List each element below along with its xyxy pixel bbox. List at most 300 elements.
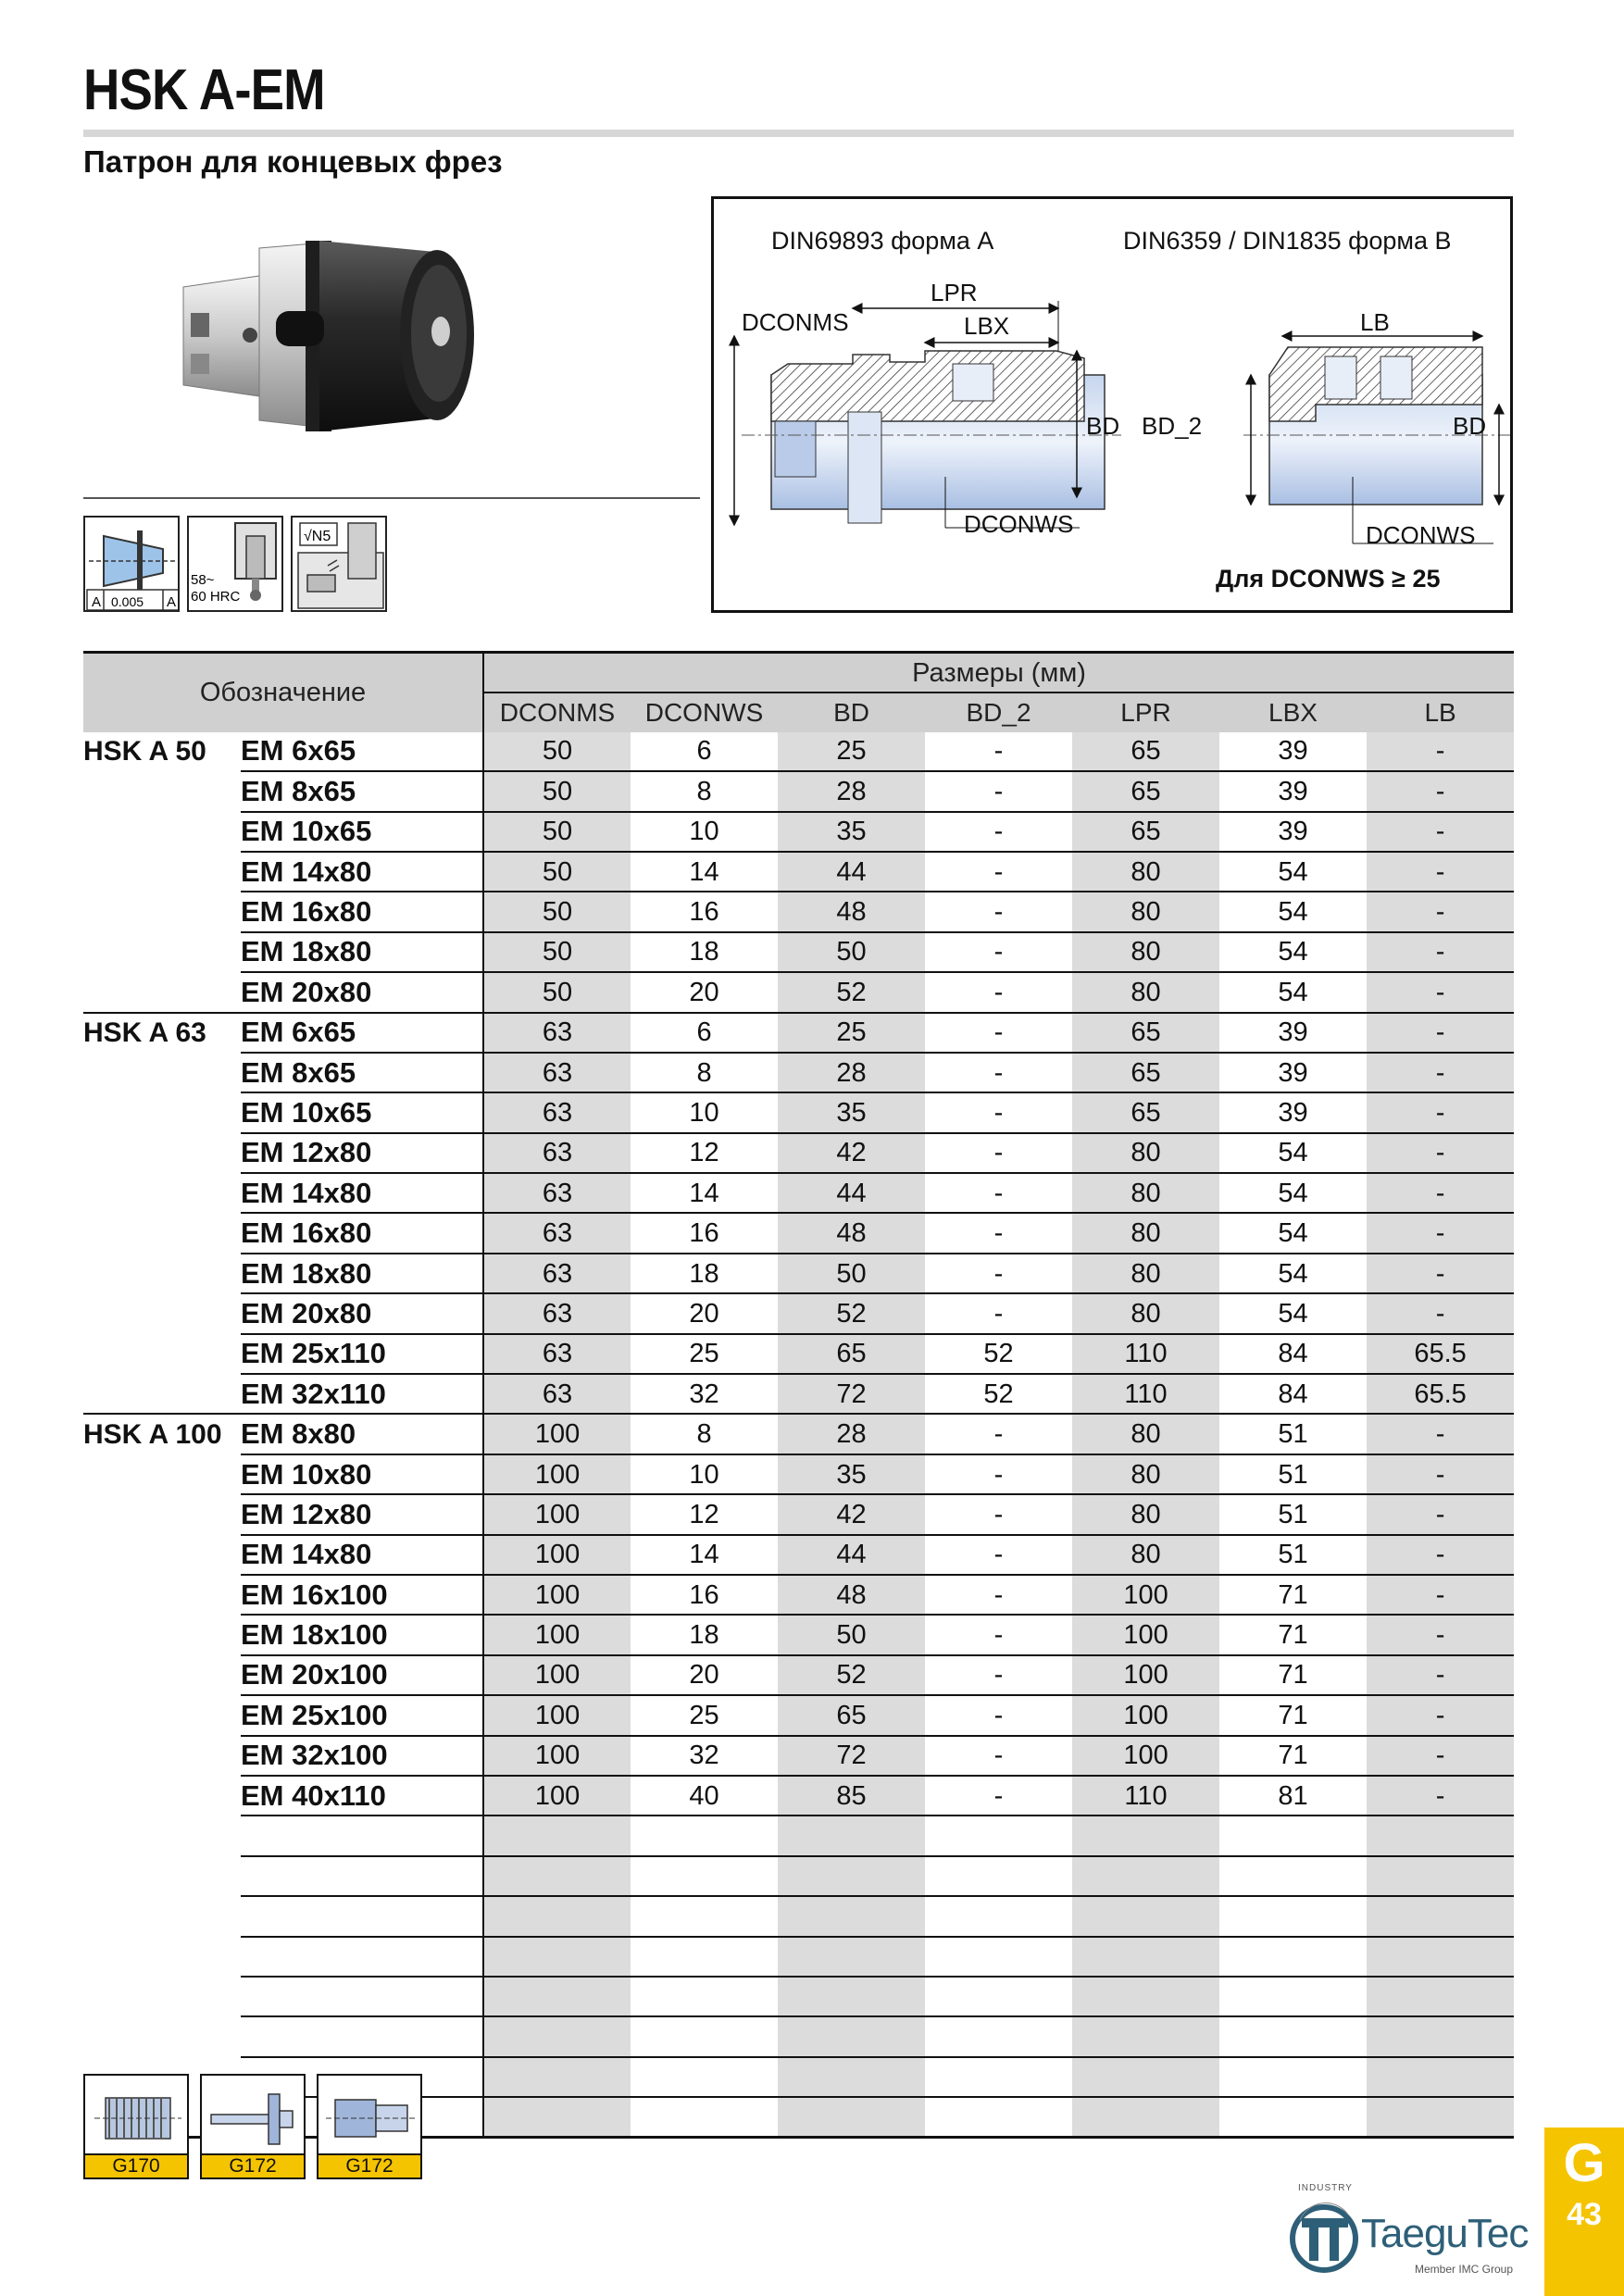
cell-bd2	[925, 1977, 1072, 2016]
diagram-caption-right: DIN6359 / DIN1835 форма B	[1123, 227, 1452, 255]
label-lb: LB	[1360, 308, 1390, 336]
label-dconws-left: DCONWS	[964, 510, 1074, 538]
row-group	[83, 1816, 241, 1855]
reference-page-label: G170	[85, 2153, 187, 2177]
cell-bd2: 52	[925, 1334, 1072, 1374]
row-designation: EM 14x80	[241, 1535, 483, 1575]
cell-dconms	[483, 2097, 631, 2138]
cell-lpr: 65	[1072, 771, 1219, 811]
cell-lb	[1367, 1977, 1514, 2016]
logo-tagline: Member IMC Group	[1415, 2263, 1514, 2276]
row-group	[83, 1736, 241, 1776]
cell-lpr: 80	[1072, 1414, 1219, 1454]
cell-bd: 85	[778, 1776, 925, 1816]
section-rule	[83, 497, 700, 499]
row-designation: EM 18x80	[241, 1254, 483, 1293]
row-group	[83, 1655, 241, 1695]
row-group	[83, 1776, 241, 1816]
cell-bd2: -	[925, 1575, 1072, 1615]
logo-arc-text: INDUSTRY	[1298, 2183, 1353, 2193]
cell-bd2: -	[925, 1414, 1072, 1454]
row-group	[83, 972, 241, 1012]
cell-lb: -	[1367, 852, 1514, 892]
cell-dconms: 100	[483, 1494, 631, 1534]
cell-lbx: 39	[1219, 1013, 1367, 1053]
row-group: HSK A 63	[83, 1017, 206, 1048]
row-group	[83, 1374, 241, 1414]
cell-dconws	[631, 1977, 778, 2016]
cell-bd2: -	[925, 1736, 1072, 1776]
cell-bd2	[925, 1896, 1072, 1936]
table-row	[83, 852, 1514, 892]
hardness-value-2: 60 HRC	[191, 589, 241, 605]
row-designation: EM 18x80	[241, 932, 483, 972]
label-lpr: LPR	[931, 279, 978, 306]
cell-bd: 48	[778, 892, 925, 931]
cell-lpr	[1072, 2097, 1219, 2138]
cell-lpr: 65	[1072, 1092, 1219, 1132]
row-designation: EM 12x80	[241, 1494, 483, 1534]
label-bd2: BD_2	[1142, 412, 1203, 440]
cell-lb: 65.5	[1367, 1334, 1514, 1374]
cell-dconms: 100	[483, 1535, 631, 1575]
row-group	[83, 1937, 241, 1977]
cell-bd2	[925, 2097, 1072, 2138]
row-group	[83, 2016, 241, 2056]
table-row	[83, 1937, 1514, 1977]
cell-lb: -	[1367, 1092, 1514, 1132]
cell-lbx: 51	[1219, 1535, 1367, 1575]
row-group: HSK A 100	[83, 1418, 222, 1450]
row-designation: EM 14x80	[241, 852, 483, 892]
table-row	[83, 1133, 1514, 1173]
stop-screw-icon	[319, 2076, 422, 2157]
cell-lbx	[1219, 1896, 1367, 1936]
cell-dconws	[631, 2097, 778, 2138]
cell-bd: 72	[778, 1374, 925, 1414]
table-row	[83, 892, 1514, 931]
cell-lpr: 65	[1072, 1013, 1219, 1053]
cell-bd: 44	[778, 1173, 925, 1213]
cell-bd2: -	[925, 1695, 1072, 1735]
cell-dconws: 32	[631, 1736, 778, 1776]
cell-dconms	[483, 1896, 631, 1936]
cell-lb: -	[1367, 1254, 1514, 1293]
cell-bd2: -	[925, 1254, 1072, 1293]
cell-dconws: 8	[631, 1414, 778, 1454]
row-designation: EM 6x65	[241, 1013, 483, 1053]
cell-lb	[1367, 1856, 1514, 1896]
cell-bd: 35	[778, 1454, 925, 1494]
cell-bd: 72	[778, 1736, 925, 1776]
cell-lpr: 100	[1072, 1615, 1219, 1654]
cell-bd: 65	[778, 1334, 925, 1374]
cell-bd2: -	[925, 1535, 1072, 1575]
cell-bd2: -	[925, 1013, 1072, 1053]
cell-dconms: 100	[483, 1695, 631, 1735]
table-row	[83, 1535, 1514, 1575]
row-designation: EM 20x100	[241, 1655, 483, 1695]
cell-lpr: 110	[1072, 1374, 1219, 1414]
row-designation: EM 25x100	[241, 1695, 483, 1735]
section-letter: G	[1563, 2133, 1605, 2193]
cell-dconws: 25	[631, 1334, 778, 1374]
cell-bd2: -	[925, 1133, 1072, 1173]
label-bd-right: BD	[1453, 412, 1487, 440]
cell-dconws: 18	[631, 1254, 778, 1293]
cell-dconws: 20	[631, 1293, 778, 1333]
cell-dconms: 50	[483, 732, 631, 771]
cell-lbx: 84	[1219, 1374, 1367, 1414]
row-designation: EM 16x80	[241, 1213, 483, 1253]
cell-bd2: -	[925, 1615, 1072, 1654]
table-row	[83, 771, 1514, 811]
cell-lb: -	[1367, 812, 1514, 852]
label-dconms: DCONMS	[742, 308, 849, 336]
cell-bd: 50	[778, 1615, 925, 1654]
cell-lb: -	[1367, 732, 1514, 771]
cell-dconms: 100	[483, 1414, 631, 1454]
cell-lbx	[1219, 2097, 1367, 2138]
col-header-dconws: DCONWS	[631, 693, 778, 731]
table-row	[83, 1374, 1514, 1414]
cell-lpr	[1072, 1977, 1219, 2016]
table-row	[83, 1013, 1514, 1053]
cell-dconws: 8	[631, 771, 778, 811]
page-tab	[1544, 2128, 1624, 2296]
cell-bd: 25	[778, 1013, 925, 1053]
diagram-note	[1216, 565, 1441, 593]
table-row	[83, 1494, 1514, 1534]
surface-finish-icon	[291, 516, 387, 612]
row-group	[83, 1856, 241, 1896]
table-row	[83, 1092, 1514, 1132]
cell-bd2	[925, 1937, 1072, 1977]
cell-bd: 65	[778, 1695, 925, 1735]
cell-lpr: 80	[1072, 1133, 1219, 1173]
reference-tap-collet[interactable]	[83, 2074, 189, 2179]
table-row	[83, 1736, 1514, 1776]
cell-dconws: 10	[631, 1092, 778, 1132]
row-designation	[241, 1816, 483, 1855]
cell-dconws	[631, 2016, 778, 2056]
cell-lbx: 54	[1219, 892, 1367, 931]
row-group: HSK A 50	[83, 735, 206, 767]
cell-dconws	[631, 1937, 778, 1977]
cell-dconws: 12	[631, 1494, 778, 1534]
cell-dconws: 18	[631, 1615, 778, 1654]
label-bd-left: BD	[1086, 412, 1120, 440]
cell-dconws: 16	[631, 892, 778, 931]
cell-lbx: 54	[1219, 852, 1367, 892]
row-group	[83, 1293, 241, 1333]
cell-bd2	[925, 1856, 1072, 1896]
cell-lb: -	[1367, 1776, 1514, 1816]
cell-lbx: 39	[1219, 812, 1367, 852]
cell-bd: 42	[778, 1133, 925, 1173]
cell-dconws: 10	[631, 1454, 778, 1494]
row-group	[83, 1133, 241, 1173]
row-designation: EM 10x65	[241, 1092, 483, 1132]
cell-lb: 65.5	[1367, 1374, 1514, 1414]
cell-bd: 35	[778, 1092, 925, 1132]
cell-lb	[1367, 2097, 1514, 2138]
tap-collet-icon	[85, 2076, 189, 2157]
cell-dconms	[483, 2057, 631, 2097]
cell-lbx: 39	[1219, 1092, 1367, 1132]
col-header-lbx: LBX	[1219, 693, 1367, 731]
cell-dconws: 40	[631, 1776, 778, 1816]
table-row	[83, 1053, 1514, 1092]
cell-lb: -	[1367, 1575, 1514, 1615]
cell-lb: -	[1367, 1414, 1514, 1454]
cell-lpr	[1072, 2016, 1219, 2056]
cell-lpr: 65	[1072, 1053, 1219, 1092]
cell-lbx: 84	[1219, 1334, 1367, 1374]
cell-dconws: 18	[631, 932, 778, 972]
cell-dconms: 50	[483, 852, 631, 892]
cell-lpr: 100	[1072, 1575, 1219, 1615]
cell-lbx: 54	[1219, 932, 1367, 972]
runout-datum-a: A	[92, 594, 102, 610]
cell-bd2: 52	[925, 1374, 1072, 1414]
table-row	[83, 1977, 1514, 2016]
table-row	[83, 812, 1514, 852]
cell-lbx: 39	[1219, 771, 1367, 811]
cell-lpr: 65	[1072, 812, 1219, 852]
row-group	[83, 1213, 241, 1253]
reference-wrench[interactable]	[200, 2074, 306, 2179]
cell-bd2: -	[925, 1213, 1072, 1253]
reference-page-label: G172	[319, 2153, 420, 2177]
cell-dconms: 63	[483, 1013, 631, 1053]
cell-dconms: 63	[483, 1374, 631, 1414]
cell-dconws: 12	[631, 1133, 778, 1173]
cell-dconms: 63	[483, 1133, 631, 1173]
hardness-value-1: 58~	[191, 572, 215, 588]
cell-dconws: 8	[631, 1053, 778, 1092]
wrench-icon	[202, 2076, 306, 2157]
product-photo	[167, 222, 593, 449]
row-designation: EM 16x80	[241, 892, 483, 931]
row-designation: EM 25x110	[241, 1334, 483, 1374]
cell-lbx: 81	[1219, 1776, 1367, 1816]
row-designation: EM 18x100	[241, 1615, 483, 1654]
cell-lb: -	[1367, 932, 1514, 972]
label-dconws-right: DCONWS	[1366, 521, 1476, 549]
cell-lb: -	[1367, 1695, 1514, 1735]
cell-dconws	[631, 1856, 778, 1896]
cell-lb: -	[1367, 1013, 1514, 1053]
cell-bd	[778, 2097, 925, 2138]
cell-lb	[1367, 1816, 1514, 1855]
cell-dconms: 63	[483, 1254, 631, 1293]
row-group	[83, 1535, 241, 1575]
cell-lbx: 54	[1219, 972, 1367, 1012]
cell-dconms: 50	[483, 932, 631, 972]
row-designation: EM 10x65	[241, 812, 483, 852]
table-row	[83, 1695, 1514, 1735]
cell-dconws: 6	[631, 1013, 778, 1053]
cell-lbx: 54	[1219, 1254, 1367, 1293]
cell-lbx	[1219, 1937, 1367, 1977]
cell-dconms: 100	[483, 1736, 631, 1776]
cell-dconms	[483, 1816, 631, 1855]
cell-lbx	[1219, 1816, 1367, 1855]
cell-dconws: 6	[631, 732, 778, 771]
cell-lpr: 80	[1072, 1293, 1219, 1333]
cell-bd	[778, 1977, 925, 2016]
row-designation	[241, 1896, 483, 1936]
reference-page-label: G172	[202, 2153, 304, 2177]
cell-bd: 28	[778, 771, 925, 811]
row-group	[83, 1494, 241, 1534]
col-header-lb: LB	[1367, 693, 1514, 731]
row-group	[83, 1977, 241, 2016]
cell-lb: -	[1367, 1535, 1514, 1575]
cell-bd: 44	[778, 852, 925, 892]
row-designation	[241, 2016, 483, 2056]
cell-lpr: 80	[1072, 1254, 1219, 1293]
table-row	[83, 1896, 1514, 1936]
cell-bd	[778, 1896, 925, 1936]
diagram-caption-left: DIN69893 форма A	[771, 227, 994, 255]
cell-lpr: 80	[1072, 1535, 1219, 1575]
cell-bd: 25	[778, 732, 925, 771]
cell-bd: 28	[778, 1053, 925, 1092]
cell-dconws: 20	[631, 1655, 778, 1695]
cell-dconms: 63	[483, 1092, 631, 1132]
logo-brand: TaeguTec	[1361, 2211, 1529, 2256]
row-group	[83, 1334, 241, 1374]
row-group	[83, 812, 241, 852]
reference-stop-screw[interactable]	[317, 2074, 422, 2179]
table-row	[83, 1816, 1514, 1855]
cell-lbx: 54	[1219, 1293, 1367, 1333]
designation-header: Обозначение	[83, 653, 483, 732]
row-group	[83, 892, 241, 931]
cell-bd: 44	[778, 1535, 925, 1575]
cell-lbx: 71	[1219, 1695, 1367, 1735]
row-group	[83, 1695, 241, 1735]
cell-lbx: 71	[1219, 1575, 1367, 1615]
cell-bd2: -	[925, 892, 1072, 931]
cell-bd: 48	[778, 1575, 925, 1615]
col-header-dconms: DCONMS	[483, 693, 631, 731]
row-designation	[241, 1856, 483, 1896]
col-header-bd: BD	[778, 693, 925, 731]
cell-dconms	[483, 1856, 631, 1896]
cell-lpr	[1072, 2057, 1219, 2097]
cell-bd	[778, 1816, 925, 1855]
table-row	[83, 1213, 1514, 1253]
cell-lb: -	[1367, 892, 1514, 931]
row-designation: EM 8x65	[241, 771, 483, 811]
row-designation: EM 20x80	[241, 972, 483, 1012]
cell-bd2: -	[925, 1173, 1072, 1213]
cell-dconms	[483, 2016, 631, 2056]
diagram-note-condition: DCONWS ≥ 25	[1270, 565, 1441, 593]
cell-dconms: 100	[483, 1655, 631, 1695]
dimensions-header: Размеры (мм)	[483, 653, 1514, 693]
cell-bd2: -	[925, 932, 1072, 972]
row-designation	[241, 1937, 483, 1977]
table-row	[83, 1856, 1514, 1896]
cell-lbx: 54	[1219, 1213, 1367, 1253]
cell-bd2: -	[925, 732, 1072, 771]
cell-bd	[778, 2057, 925, 2097]
cell-bd2: -	[925, 1494, 1072, 1534]
cell-lbx	[1219, 2057, 1367, 2097]
cell-lpr: 100	[1072, 1655, 1219, 1695]
table-row	[83, 1776, 1514, 1816]
dimension-diagram	[711, 196, 1513, 613]
cell-dconws	[631, 2057, 778, 2097]
cell-bd2: -	[925, 852, 1072, 892]
cell-bd: 28	[778, 1414, 925, 1454]
cell-lb: -	[1367, 1615, 1514, 1654]
row-designation: EM 14x80	[241, 1173, 483, 1213]
cell-dconms: 100	[483, 1454, 631, 1494]
cell-bd2: -	[925, 812, 1072, 852]
cell-bd: 48	[778, 1213, 925, 1253]
row-designation: EM 10x80	[241, 1454, 483, 1494]
table-row	[83, 972, 1514, 1012]
cell-bd: 35	[778, 812, 925, 852]
cell-lb: -	[1367, 1293, 1514, 1333]
label-lbx: LBX	[964, 312, 1010, 340]
row-group	[83, 771, 241, 811]
cell-lbx	[1219, 1977, 1367, 2016]
cell-lpr: 80	[1072, 892, 1219, 931]
cell-dconms: 63	[483, 1173, 631, 1213]
row-group	[83, 1454, 241, 1494]
cell-dconms: 63	[483, 1053, 631, 1092]
cell-dconws: 14	[631, 1535, 778, 1575]
table-row	[83, 732, 1514, 771]
cell-bd: 52	[778, 972, 925, 1012]
cell-lbx: 71	[1219, 1736, 1367, 1776]
cell-lb: -	[1367, 1213, 1514, 1253]
cell-bd: 52	[778, 1655, 925, 1695]
cell-dconms	[483, 1977, 631, 2016]
cell-dconms: 50	[483, 771, 631, 811]
table-row	[83, 1454, 1514, 1494]
row-designation: EM 40x110	[241, 1776, 483, 1816]
row-group	[83, 1053, 241, 1092]
cell-lpr: 100	[1072, 1736, 1219, 1776]
cell-dconws: 14	[631, 1173, 778, 1213]
cell-lb: -	[1367, 771, 1514, 811]
row-designation: EM 8x65	[241, 1053, 483, 1092]
cell-bd2: -	[925, 1655, 1072, 1695]
cell-lpr	[1072, 1896, 1219, 1936]
cell-dconws: 14	[631, 852, 778, 892]
cell-lb: -	[1367, 1173, 1514, 1213]
cell-dconws: 16	[631, 1575, 778, 1615]
cell-lb: -	[1367, 1053, 1514, 1092]
row-group	[83, 1254, 241, 1293]
spec-table	[83, 651, 1514, 2139]
table-row	[83, 1254, 1514, 1293]
cell-lb	[1367, 2016, 1514, 2056]
cell-lpr: 80	[1072, 1213, 1219, 1253]
cell-bd	[778, 1937, 925, 1977]
row-designation: EM 32x100	[241, 1736, 483, 1776]
cell-lbx: 54	[1219, 1133, 1367, 1173]
cell-lbx: 39	[1219, 1053, 1367, 1092]
page-title: HSK A-EM	[83, 58, 325, 122]
